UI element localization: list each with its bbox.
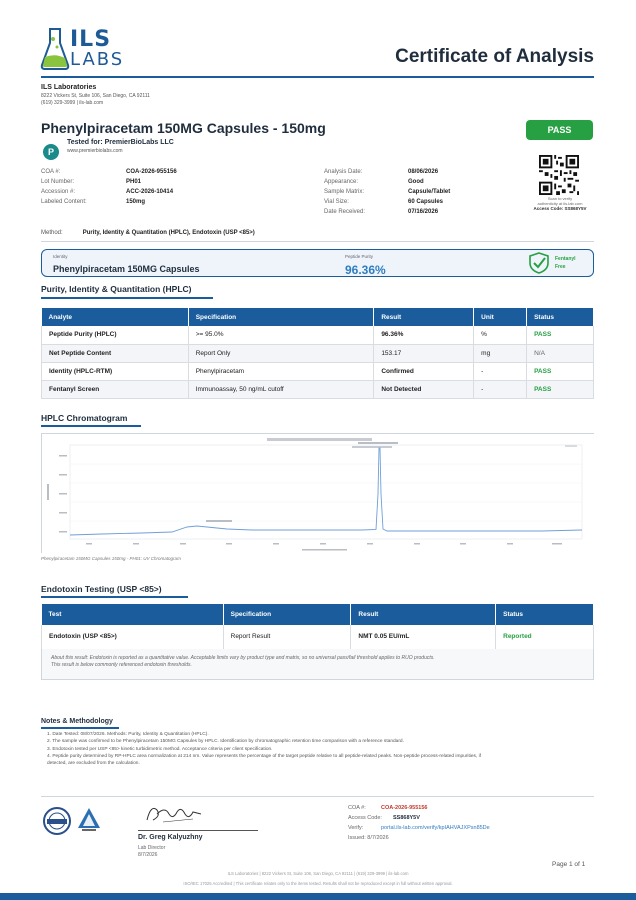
table-cell: Immunoassay, 50 ng/mL cutoff <box>188 380 374 398</box>
chromatogram-caption: Phenylpiracetam 150MG Capsules 150mg - PH01: UV Chromatogram <box>41 556 181 561</box>
lab-contact: (619) 329-3999 | ils-lab.com <box>41 100 104 106</box>
status-cell: PASS <box>527 380 594 398</box>
table-cell: Identity (HPLC-RTM) <box>42 362 189 380</box>
client-logo: P <box>43 144 59 160</box>
table-cell: Confirmed <box>374 362 474 380</box>
qr-access-code: Access Code: SS868Y5V <box>533 206 587 211</box>
qr-caption-line: Scan to verify <box>547 196 573 201</box>
status-cell: Reported <box>496 625 594 649</box>
method-line <box>41 230 255 236</box>
column-header: Unit <box>474 308 527 326</box>
qr-caption-line: authenticity at ils-lab.com <box>537 201 583 206</box>
fentanyl-line: Free <box>555 264 566 270</box>
hplc-table <box>41 308 594 399</box>
certificate-title: Certificate of Analysis <box>395 46 594 67</box>
page-number: Page 1 of 1 <box>552 861 586 868</box>
note-item: 3. Endotoxin tested per USP <85> kinetic turbidimetric method. Acceptance criteria per client specification. <box>47 746 273 752</box>
table-cell: - <box>474 380 527 398</box>
table-cell: % <box>474 326 527 344</box>
chromatogram-trace <box>42 434 595 554</box>
signature-line <box>138 830 258 831</box>
detail-row: COA #: COA-2026-955156 <box>41 169 177 175</box>
qr-code-icon[interactable] <box>539 155 579 195</box>
verification-block <box>348 803 490 843</box>
accreditation-seal-icon <box>76 806 102 832</box>
table-cell: Net Peptide Content <box>42 344 189 362</box>
table-cell: - <box>474 362 527 380</box>
section-underline <box>41 297 213 299</box>
identity-summary-box <box>41 249 594 277</box>
verify-row: Issued: 8/7/2026 <box>348 835 389 841</box>
column-header: Status <box>527 308 594 326</box>
section-underline <box>41 596 188 598</box>
table-cell: mg <box>474 344 527 362</box>
detail-row: Appearance: Good <box>324 179 424 185</box>
table-cell: Report Result <box>223 625 351 649</box>
signature-image <box>143 800 205 826</box>
detail-row: Accession #: ACC-2026-10414 <box>41 189 174 195</box>
column-header: Specification <box>188 308 374 326</box>
column-header: Analyte <box>42 308 189 326</box>
header-divider <box>41 76 594 78</box>
table-cell: 96.36% <box>374 326 474 344</box>
verify-row: Access Code: SS868Y5V <box>348 815 420 821</box>
endotoxin-section-title: Endotoxin Testing (USP <85>) <box>41 584 162 594</box>
purity-label: Peptide Purity <box>345 254 374 259</box>
issued-date: 8/7/2026 <box>367 835 389 841</box>
identity-label: Identity <box>53 254 68 259</box>
column-header: Specification <box>223 604 351 625</box>
lab-address-block <box>41 93 150 107</box>
table-cell: Endotoxin (USP <85>) <box>42 625 224 649</box>
details-left <box>41 167 281 207</box>
table-cell: 153.17 <box>374 344 474 362</box>
lab-address: 8222 Vickers St, Suite 106, San Diego, CA 92111 <box>41 93 150 99</box>
section-underline <box>41 425 141 427</box>
fentanyl-free-check-icon <box>528 252 550 274</box>
table-cell: NMT 0.05 EU/mL <box>351 625 496 649</box>
client-url[interactable]: www.premierbiolabs.com <box>67 148 123 154</box>
note-item: 2. The sample was confirmed to be Phenylpiracetam 150MG Capsules by HPLC. Identification by chromatographic retention time comparison with a reference standard. <box>47 739 404 745</box>
status-cell: PASS <box>527 362 594 380</box>
table-cell: Phenylpiracetam <box>188 362 374 380</box>
logo-letters: ILS <box>70 27 112 52</box>
pass-badge: PASS <box>526 120 593 140</box>
detail-row: Lot Number: PH01 <box>41 179 142 185</box>
bottom-accent-bar <box>0 893 636 900</box>
detail-row: Vial Size: 60 Capsules <box>324 199 444 205</box>
footer-divider <box>41 796 594 797</box>
verify-link[interactable]: portal.ils-lab.com/verify/kpIAHVAJXPsn85De <box>381 825 490 831</box>
signatory-name: Dr. Greg Kalyuzhny <box>138 834 203 841</box>
table-row <box>42 380 594 398</box>
table-row <box>42 625 594 649</box>
method-label: Method: <box>41 230 63 236</box>
detail-row: Date Received: 07/16/2026 <box>324 209 439 215</box>
endotoxin-note-line: About this result: Endotoxin is reported as a quantitative value. Acceptable limits vary by product type and matrix, so no universal pass/fail threshold applies to RUO products. <box>51 655 435 661</box>
verify-row: COA #: COA-2026-955156 <box>348 805 428 811</box>
ilac-mra-seal-icon <box>42 806 72 836</box>
table-cell: Report Only <box>188 344 374 362</box>
tested-for: Tested for: PremierBioLabs LLC <box>67 139 174 146</box>
product-title: Phenylpiracetam 150MG Capsules - 150mg <box>41 120 326 136</box>
table-row <box>42 344 594 362</box>
signature-date: 8/7/2026 <box>138 852 158 858</box>
detail-row: Analysis Date: 08/06/2026 <box>324 169 439 175</box>
lab-name: ILS Laboratories <box>41 84 97 91</box>
method-divider <box>41 241 594 242</box>
column-header: Result <box>351 604 496 625</box>
details-right <box>324 167 524 217</box>
table-row <box>42 362 594 380</box>
footer-disclaimer: ISO/IEC 17025 Accredited | This certificate relates only to the items tested. Results shall not be reproduced except in full without written approval. <box>183 881 453 886</box>
table-cell: Fentanyl Screen <box>42 380 189 398</box>
column-header: Status <box>496 604 594 625</box>
detail-row: Sample Matrix: Capsule/Tablet <box>324 189 451 195</box>
endotoxin-note <box>41 649 594 680</box>
section-underline <box>41 727 119 729</box>
access-code: SS868Y5V <box>393 815 420 821</box>
column-header: Result <box>374 308 474 326</box>
status-cell: PASS <box>527 326 594 344</box>
verify-row: Verify: portal.ils-lab.com/verify/kpIAHVAJXPsn85De <box>348 825 490 831</box>
table-cell: Peptide Purity (HPLC) <box>42 326 189 344</box>
coa-number: COA-2026-955156 <box>381 805 428 811</box>
table-header-row <box>42 604 594 625</box>
notes-list <box>47 731 592 767</box>
fentanyl-line: Fentanyl <box>555 256 576 262</box>
endotoxin-table <box>41 604 594 650</box>
detail-row: Labeled Content: 150mg <box>41 199 146 205</box>
table-row <box>42 326 594 344</box>
notes-title: Notes & Methodology <box>41 718 113 725</box>
column-header: Test <box>42 604 224 625</box>
purity-value: 96.36% <box>345 263 386 277</box>
endotoxin-note-line: This result is below commonly referenced endotoxin thresholds. <box>51 662 192 668</box>
method-value: Purity, Identity & Quantitation (HPLC), Endotoxin (USP <85>) <box>82 230 255 236</box>
signatory-details <box>138 845 165 859</box>
table-header-row <box>42 308 594 326</box>
hplc-section-title: Purity, Identity & Quantitation (HPLC) <box>41 284 192 294</box>
signatory-role: Lab Director <box>138 845 166 851</box>
hplc-chromatogram-image <box>41 433 594 553</box>
table-cell: Not Detected <box>374 380 474 398</box>
footer-address: ILS Laboratories | 8222 Vickers St, Suite 106, San Diego, CA 92111 | (619) 329-3999 | ils-lab.com <box>227 871 409 876</box>
note-item: 1. Date Tested: 08/07/2026. Methods: Purity, Identity & Quantitation (HPLC). <box>47 732 209 737</box>
logo-word: LABS <box>70 49 125 70</box>
qr-caption <box>526 196 594 211</box>
ils-labs-logo <box>40 27 140 73</box>
flask-icon <box>40 27 70 71</box>
chromatogram-title: HPLC Chromatogram <box>41 413 128 423</box>
fentanyl-free-label <box>555 255 576 271</box>
note-item: 4. Peptide purity determined by RP-HPLC area normalization at 214 nm. Value represents the percentage of the target peptide relative to all peptide-related peaks. Non-peptide process-related impurities, if <box>47 753 482 759</box>
table-cell: >= 95.0% <box>188 326 374 344</box>
note-item: detected, are excluded from the calculation. <box>47 761 140 767</box>
identity-value: Phenylpiracetam 150MG Capsules <box>53 264 200 274</box>
status-cell: N/A <box>527 344 594 362</box>
